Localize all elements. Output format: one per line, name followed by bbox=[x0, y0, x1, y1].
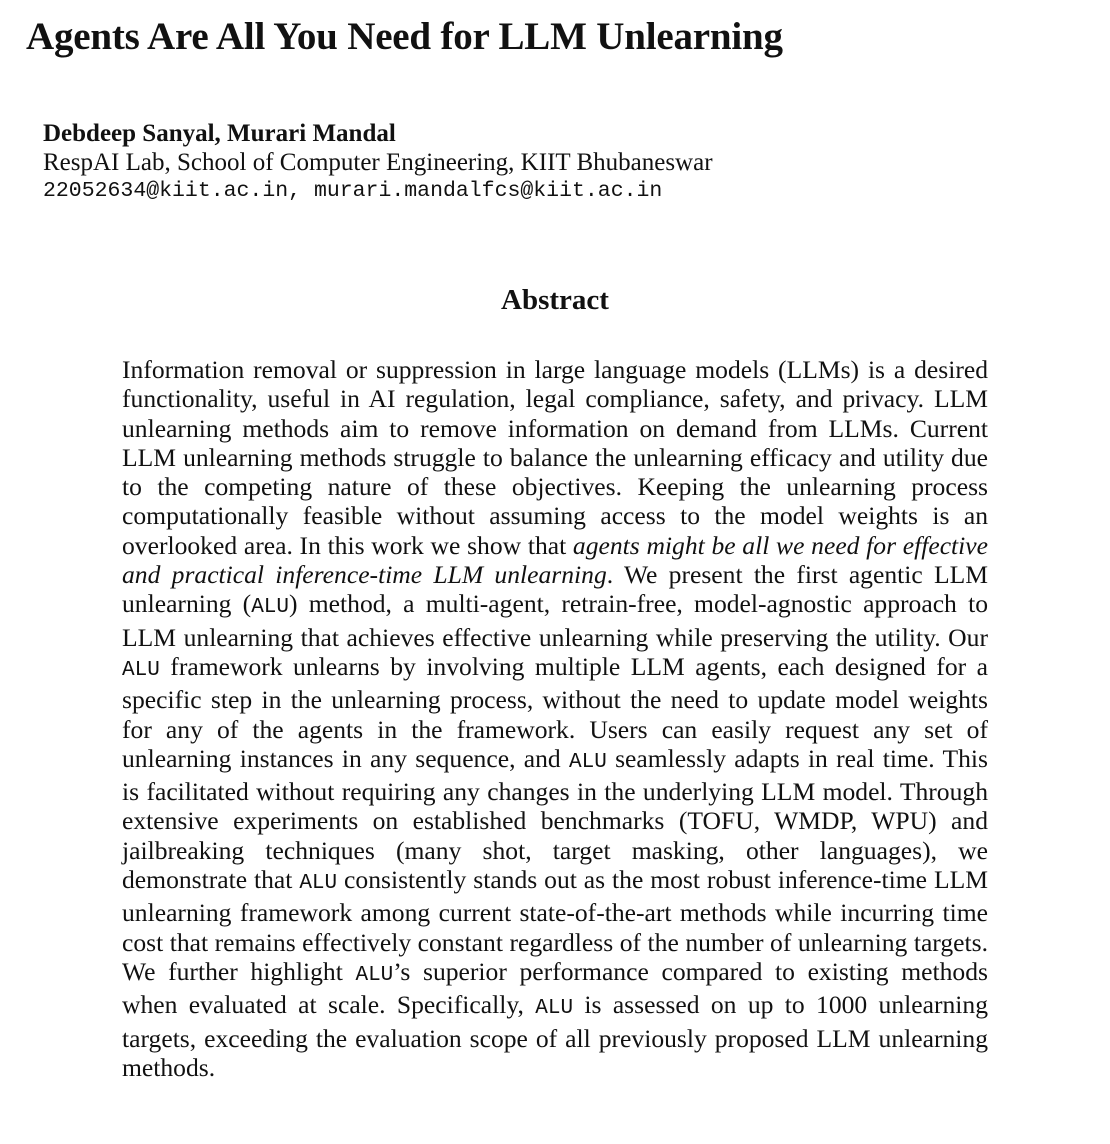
abstract-text: ) method, a multi-agent, retrain-free, model-agnostic approach to LLM unlearning that achieves effective unlearning while preserving the utility. Our bbox=[122, 589, 988, 652]
method-name-code: ALU bbox=[569, 750, 607, 774]
abstract-text: is assessed on up to 1000 unlearning targets, exceeding the evaluation scope of all previously proposed LLM unlearning methods. bbox=[122, 990, 989, 1082]
method-name-code: ALU bbox=[122, 658, 160, 682]
abstract-text: . We present the first agentic LLM unlearning ( bbox=[122, 560, 988, 619]
author-emails: 22052634@kiit.ac.in, murari.mandalfcs@kiit.ac.in bbox=[43, 179, 663, 203]
method-name-code: ALU bbox=[535, 997, 574, 1021]
abstract-text: ’s superior performance compared to existing methods when evaluated at scale. Specifically, bbox=[122, 956, 988, 1020]
paper-title: Agents Are All You Need for LLM Unlearning bbox=[26, 15, 783, 58]
author-affiliation: RespAI Lab, School of Computer Engineering, KIIT Bhubaneswar bbox=[43, 149, 713, 176]
method-name-code: ALU bbox=[251, 596, 290, 620]
method-name-code: ALU bbox=[299, 872, 338, 896]
abstract-heading: Abstract bbox=[501, 284, 609, 316]
abstract-text: Information removal or suppression in large language models (LLMs) is a desired functionality, useful in AI regulation, legal compliance, safety, and privacy. LLM unlearning methods aim to remove information on demand from LLMs. Current LLM unlearning methods struggle to balance the unlearning efficacy and utility due to the competing nature of these objectives. Keeping the unlearning process computationally feasible without assuming access to the model weights is an overlooked area. In this work we show that bbox=[122, 355, 988, 560]
author-names: Debdeep Sanyal, Murari Mandal bbox=[43, 120, 396, 147]
abstract-text: seamlessly adapts in real time. This is facilitated without requiring any changes in the underlying LLM model. Through extensive experiments on established benchmarks (TOFU, WMDP, WPU) and jailbreaking techniques (many shot, target masking, other languages), we demonstrate that bbox=[122, 743, 988, 895]
method-name-code: ALU bbox=[355, 963, 394, 987]
author-block bbox=[43, 119, 713, 206]
abstract-body bbox=[122, 355, 988, 1082]
abstract-emphasis: agents might be all we need for effective and practical inference-time LLM unlearning bbox=[122, 530, 988, 590]
abstract-text: consistently stands out as the most robust inference-time LLM unlearning framework among current state-of-the-art methods while incurring time cost that remains effectively constant regardless of the number of unlearning targets. We further highlight bbox=[122, 865, 988, 986]
abstract-text: framework unlearns by involving multiple LLM agents, each designed for a specific step in the unlearning process, without the need to update model weights for any of the agents in the framework. Users can easily request any set of unlearning instances in any sequence, and bbox=[122, 651, 988, 773]
